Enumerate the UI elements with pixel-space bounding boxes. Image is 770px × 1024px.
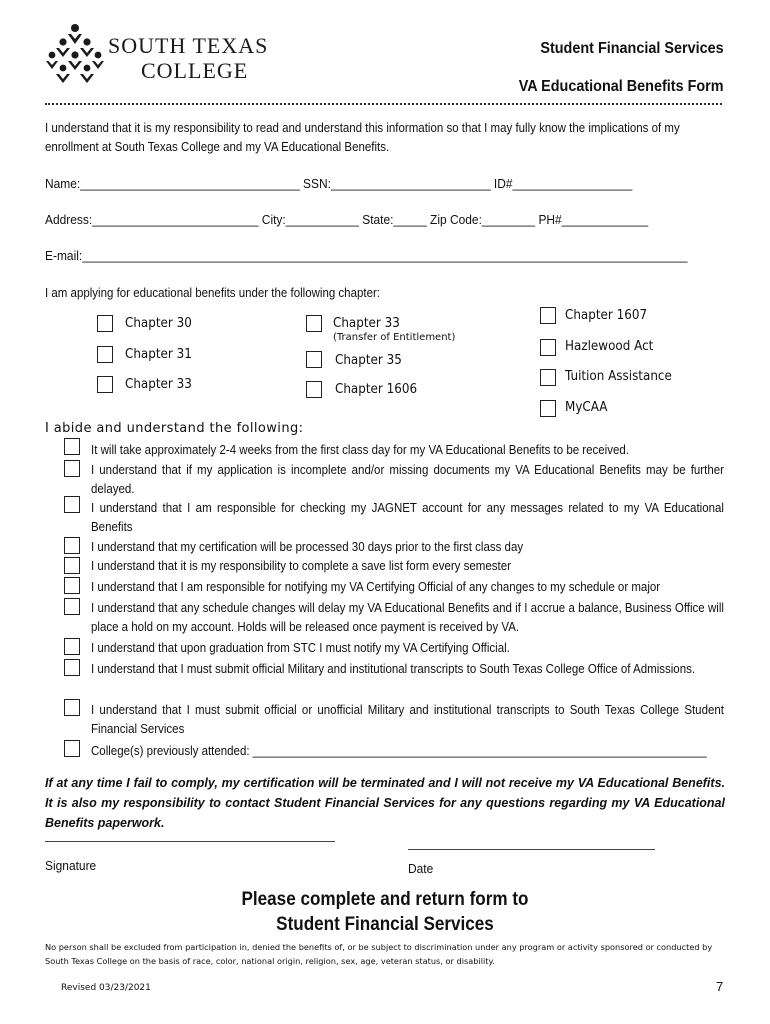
chapter-33-transfer-label: Chapter 33 — [333, 316, 400, 331]
chapter-30-checkbox[interactable] — [97, 315, 113, 332]
transfer-of-entitlement-note: (Transfer of Entitlement) — [333, 332, 456, 343]
chapter-1607-checkbox[interactable] — [540, 307, 556, 324]
ack-checkbox[interactable] — [64, 638, 80, 655]
revision-date: Revised 03/23/2021 — [61, 983, 151, 993]
ack-checkbox[interactable] — [64, 557, 80, 574]
ack-checkbox[interactable] — [64, 460, 80, 477]
hazlewood-act-label: Hazlewood Act — [565, 339, 654, 354]
chapter-33-transfer-checkbox[interactable] — [306, 315, 322, 332]
chapter-1606-checkbox[interactable] — [306, 381, 322, 398]
intro-paragraph: I understand that it is my responsibility to read and understand this information so that I may fully know the implications of my enrollment at South Texas College and my VA Educational Benefits. — [45, 121, 680, 154]
chapter-30-label: Chapter 30 — [125, 316, 192, 331]
header-divider — [45, 103, 722, 105]
address-field[interactable]: Address:_________________________ City:___________ State:_____ Zip Code:________ PH#_____________ — [45, 212, 649, 227]
hazlewood-act-checkbox[interactable] — [540, 339, 556, 356]
mycaa-checkbox[interactable] — [540, 400, 556, 417]
chapter-31-label: Chapter 31 — [125, 347, 192, 362]
colleges-attended-field[interactable]: College(s) previously attended: _______________________________________________________________________ — [91, 744, 707, 758]
nondiscrimination-disclaimer: No person shall be excluded from participation in, denied the benefits of, or be subject to discrimination under any program or activity sponsored or conducted by South Texas College on the basis of race, color, national origin, religion, sex, age, veteran status, or disability. — [45, 942, 713, 966]
form-title: VA Educational Benefits Form — [519, 78, 724, 95]
date-label: Date — [408, 861, 434, 876]
tuition-assistance-checkbox[interactable] — [540, 369, 556, 386]
mycaa-label: MyCAA — [565, 400, 608, 415]
ack-checkbox[interactable] — [64, 496, 80, 513]
ack-checkbox[interactable] — [64, 699, 80, 716]
ack-item-text: I understand that I am responsible for checking my JAGNET account for any messages related to my VA Educational Benefits — [91, 501, 724, 534]
ack-item-text: I understand that I must submit official or unofficial Military and institutional transcripts to South Texas College Student Financial Services — [91, 703, 724, 736]
return-instruction-line2: Student Financial Services — [276, 914, 494, 935]
ack-checkbox[interactable] — [64, 598, 80, 615]
email-field[interactable]: E-mail:___________________________________________________________________________________________ — [45, 248, 688, 263]
signature-line[interactable] — [45, 841, 335, 842]
abide-heading: I abide and understand the following: — [45, 421, 304, 436]
chapter-35-label: Chapter 35 — [335, 353, 402, 368]
ack-checkbox[interactable] — [64, 438, 80, 455]
chapter-prompt: I am applying for educational benefits under the following chapter: — [45, 286, 380, 300]
ack-checkbox[interactable] — [64, 577, 80, 594]
compliance-warning: If at any time I fail to comply, my certification will be terminated and I will not receive my VA Educational Benefits. It is also my responsibility to contact Student Financial Services for any questions regarding my VA Educational Benefits paperwork. — [45, 776, 725, 830]
ack-item-text: I understand that I must submit official Military and institutional transcripts to South Texas College Office of Admissions. — [91, 662, 696, 676]
ack-checkbox[interactable] — [64, 537, 80, 554]
ack-checkbox[interactable] — [64, 740, 80, 757]
chapter-1607-label: Chapter 1607 — [565, 308, 648, 323]
ack-item-text: I understand that my certification will be processed 30 days prior to the first class day — [91, 540, 524, 554]
ack-item-text: I understand that I am responsible for notifying my VA Certifying Official of any changes to my schedule or major — [91, 580, 661, 594]
chapter-1606-label: Chapter 1606 — [335, 382, 418, 397]
logo-text-college: COLLEGE — [141, 58, 249, 83]
ack-item-text: I understand that it is my responsibility to complete a save list form every semester — [91, 559, 511, 573]
ack-item-text: It will take approximately 2-4 weeks from the first class day for my VA Educational Benefits to be received. — [91, 443, 629, 457]
return-instruction-line1: Please complete and return form to — [241, 889, 529, 910]
chapter-33-checkbox[interactable] — [97, 376, 113, 393]
ack-item-text: I understand that if my application is incomplete and/or missing documents my VA Educational Benefits may be further delayed. — [91, 463, 724, 496]
chapter-33-label: Chapter 33 — [125, 377, 192, 392]
chapter-31-checkbox[interactable] — [97, 346, 113, 363]
tuition-assistance-label: Tuition Assistance — [565, 369, 672, 384]
department-title: Student Financial Services — [540, 40, 724, 57]
ack-item-text: I understand that upon graduation from STC I must notify my VA Certifying Official. — [91, 641, 510, 655]
logo-text-south-texas: SOUTH TEXAS — [108, 33, 269, 58]
signature-label: Signature — [45, 858, 97, 873]
date-line[interactable] — [408, 849, 655, 850]
name-ssn-id-field[interactable]: Name:_________________________________ SSN:________________________ ID#__________________ — [45, 176, 633, 191]
ack-checkbox[interactable] — [64, 659, 80, 676]
ack-item-text: I understand that any schedule changes will delay my VA Educational Benefits and if I accrue a balance, Business Office will place a hold on my account. Holds will be released once payment is received by VA. — [91, 601, 724, 634]
chapter-35-checkbox[interactable] — [306, 351, 322, 368]
college-logo-icon — [46, 22, 104, 84]
page-number: 7 — [716, 979, 724, 994]
